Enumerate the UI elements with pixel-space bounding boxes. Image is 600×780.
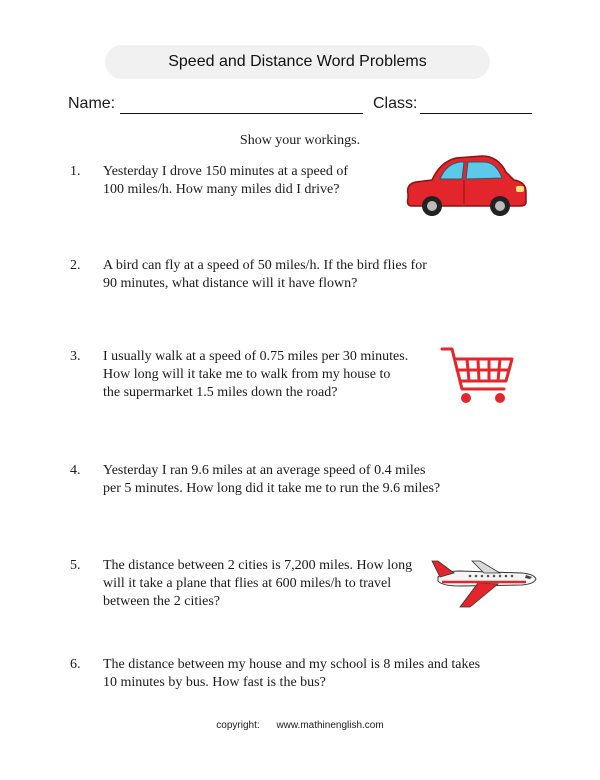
question-number: 3. [70, 349, 81, 364]
question-line: Yesterday I ran 9.6 miles at an average speed of 0.4 miles [103, 463, 426, 478]
student-info-row [68, 93, 538, 119]
question-line: The distance between 2 cities is 7,200 miles. How long [103, 558, 413, 573]
page-title: Speed and Distance Word Problems [168, 53, 427, 70]
question-number: 4. [70, 463, 81, 478]
copyright-label: copyright: [216, 720, 260, 731]
class-blank-line[interactable] [420, 113, 532, 114]
question-line: Yesterday I drove 150 minutes at a speed of [103, 164, 349, 179]
question-line: How long will it take me to walk from my house to [103, 367, 391, 382]
airplane-icon [430, 555, 540, 610]
question-line: 100 miles/h. How many miles did I drive? [103, 182, 340, 197]
question-line: between the 2 cities? [103, 594, 221, 609]
question-text [103, 557, 463, 611]
title-banner [105, 45, 490, 79]
instructions: Show your workings. [239, 133, 361, 148]
name-blank-line[interactable] [120, 113, 363, 114]
class-label: Class: [373, 95, 418, 112]
question-number: 1. [70, 164, 81, 179]
question-line: 90 minutes, what distance will it have flown? [103, 276, 358, 291]
question-line: 10 minutes by bus. How fast is the bus? [103, 675, 326, 690]
question-text [103, 348, 463, 402]
question-line: per 5 minutes. How long did it take me to run the 9.6 miles? [103, 481, 441, 496]
question-text [103, 656, 503, 692]
name-label: Name: [68, 95, 116, 112]
question-number: 2. [70, 258, 81, 273]
question-line: The distance between my house and my school is 8 miles and takes [103, 657, 481, 672]
question-line: will it take a plane that flies at 600 miles/h to travel [103, 576, 392, 591]
question-number: 6. [70, 657, 81, 672]
question-line: the supermarket 1.5 miles down the road? [103, 385, 338, 400]
question-number: 5. [70, 558, 81, 573]
question-line: I usually walk at a speed of 0.75 miles per 30 minutes. [103, 349, 409, 364]
website-link[interactable]: www.mathinenglish.com [276, 720, 384, 731]
question-line: A bird can fly at a speed of 50 miles/h. If the bird flies for [103, 258, 427, 273]
footer [0, 720, 600, 731]
question-text [103, 257, 483, 293]
question-text [103, 462, 483, 498]
car-icon [402, 150, 532, 220]
shopping-cart-icon [438, 345, 516, 407]
